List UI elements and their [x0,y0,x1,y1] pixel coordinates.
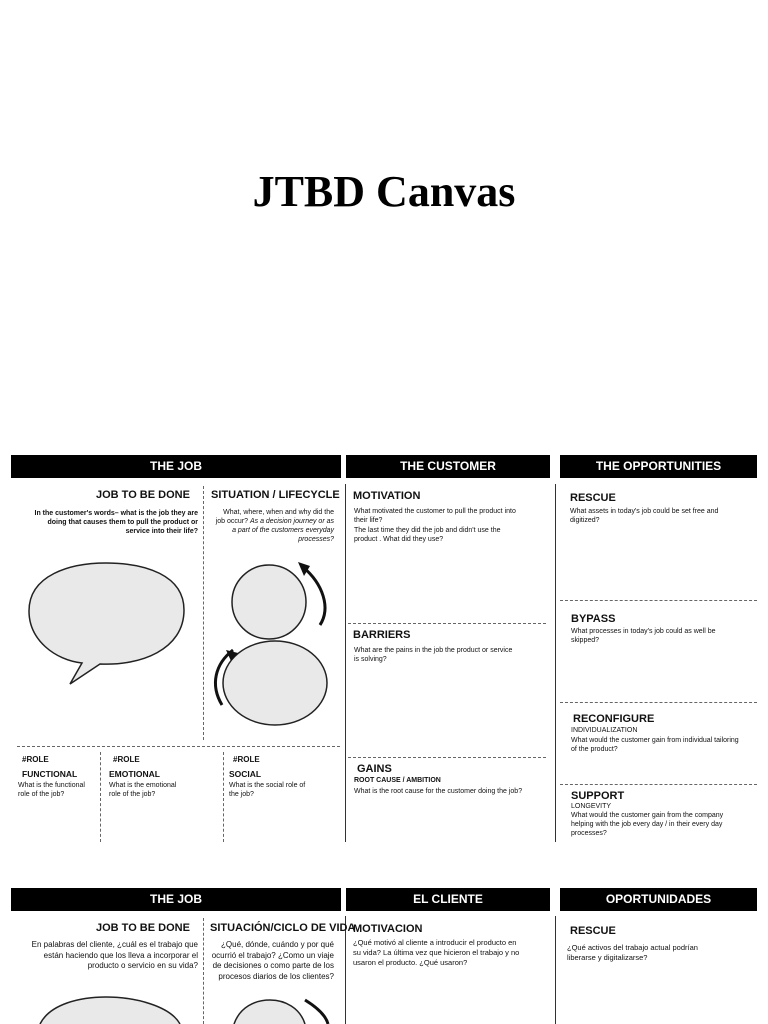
support-subtitle: LONGEVITY [571,803,612,810]
rescue-text: What assets in today's job could be set free and digitized? [570,508,719,524]
situation-text-es: ¿Qué, dónde, cuándo y por qué ocurrió el trabajo? ¿Como un viaje de decisiones o como parte de los procesos diarios de los clientes? [211,940,334,981]
role-2-text: What is the emotional role of the job? [109,782,177,798]
reconfigure-title: RECONFIGURE [573,713,655,725]
role-1-name: FUNCTIONAL [22,769,78,779]
motivation-title: MOTIVATION [353,490,421,502]
reconfigure-subtitle: INDIVIDUALIZATION [571,727,638,734]
rescue-title-es: RESCUE [570,925,616,937]
rescue-text-es: ¿Qué activos del trabajo actual podrían liberarse y digitalizarse? [567,943,698,962]
gains-subtitle: ROOT CAUSE / AMBITION [354,777,441,784]
role-3-text: What is the social role of the job? [229,782,306,798]
job-to-be-done-text-es: En palabras del cliente, ¿cuál es el trabajo que están haciendo que los lleva a incorporar el producto o servicio en su vida? [31,940,198,970]
section-bar-oportunidades: OPORTUNIDADES [560,888,757,911]
situation-title-es: SITUACIÓN/CICLO DE VIDA [210,922,356,934]
support-text: What would the customer gain from the company helping with the job every day / in their every day processes? [571,812,724,837]
role-3-tag: #ROLE [233,755,260,764]
situation-title: SITUATION / LIFECYCLE [211,489,340,501]
gains-title: GAINS [357,763,392,775]
motivation-text-2: The last time they did the job and didn't use the product . What did they use? [354,527,501,543]
gains-text: What is the root cause for the customer doing the job? [354,788,523,795]
section-bar-el-cliente: EL CLIENTE [346,888,550,911]
barriers-title: BARRIERS [353,629,411,641]
job-to-be-done-title-es: JOB TO BE DONE [96,922,190,934]
support-title: SUPPORT [571,790,625,802]
section-bar-the-job-es: THE JOB [11,888,341,911]
section-bar-the-customer: THE CUSTOMER [346,455,550,478]
job-to-be-done-title: JOB TO BE DONE [96,489,190,501]
section-bar-the-job: THE JOB [11,455,341,478]
page-title: JTBD Canvas [252,167,516,216]
bypass-title: BYPASS [571,613,616,625]
motivation-text-1: What motivated the customer to pull the product into their life? [354,508,516,524]
role-2-tag: #ROLE [113,755,140,764]
role-1-tag: #ROLE [22,755,49,764]
motivation-text-es: ¿Qué motivó al cliente a introducir el producto en su vida? La última vez que hicieron el trabajo y no usaron el producto. ¿Qué usaron? [353,938,520,967]
situation-text: What, where, when and why did the job occur? As a decision journey or as a part of the customers everyday processes? [215,509,334,543]
role-1-text: What is the functional role of the job? [18,782,85,798]
role-3-name: SOCIAL [229,769,262,779]
barriers-text: What are the pains in the job the product or service is solving? [354,647,513,663]
motivation-title-es: MOTIVACION [353,923,423,935]
section-bar-the-opportunities: THE OPPORTUNITIES [560,455,757,478]
job-to-be-done-text: In the customer's words– what is the job they are doing that causes them to pull the product or service into their life? [34,510,198,535]
role-2-name: EMOTIONAL [109,769,160,779]
reconfigure-text: What would the customer gain from individual tailoring of the product? [571,737,739,753]
bypass-text: What processes in today's job could as well be skipped? [571,628,716,644]
rescue-title: RESCUE [570,492,616,504]
